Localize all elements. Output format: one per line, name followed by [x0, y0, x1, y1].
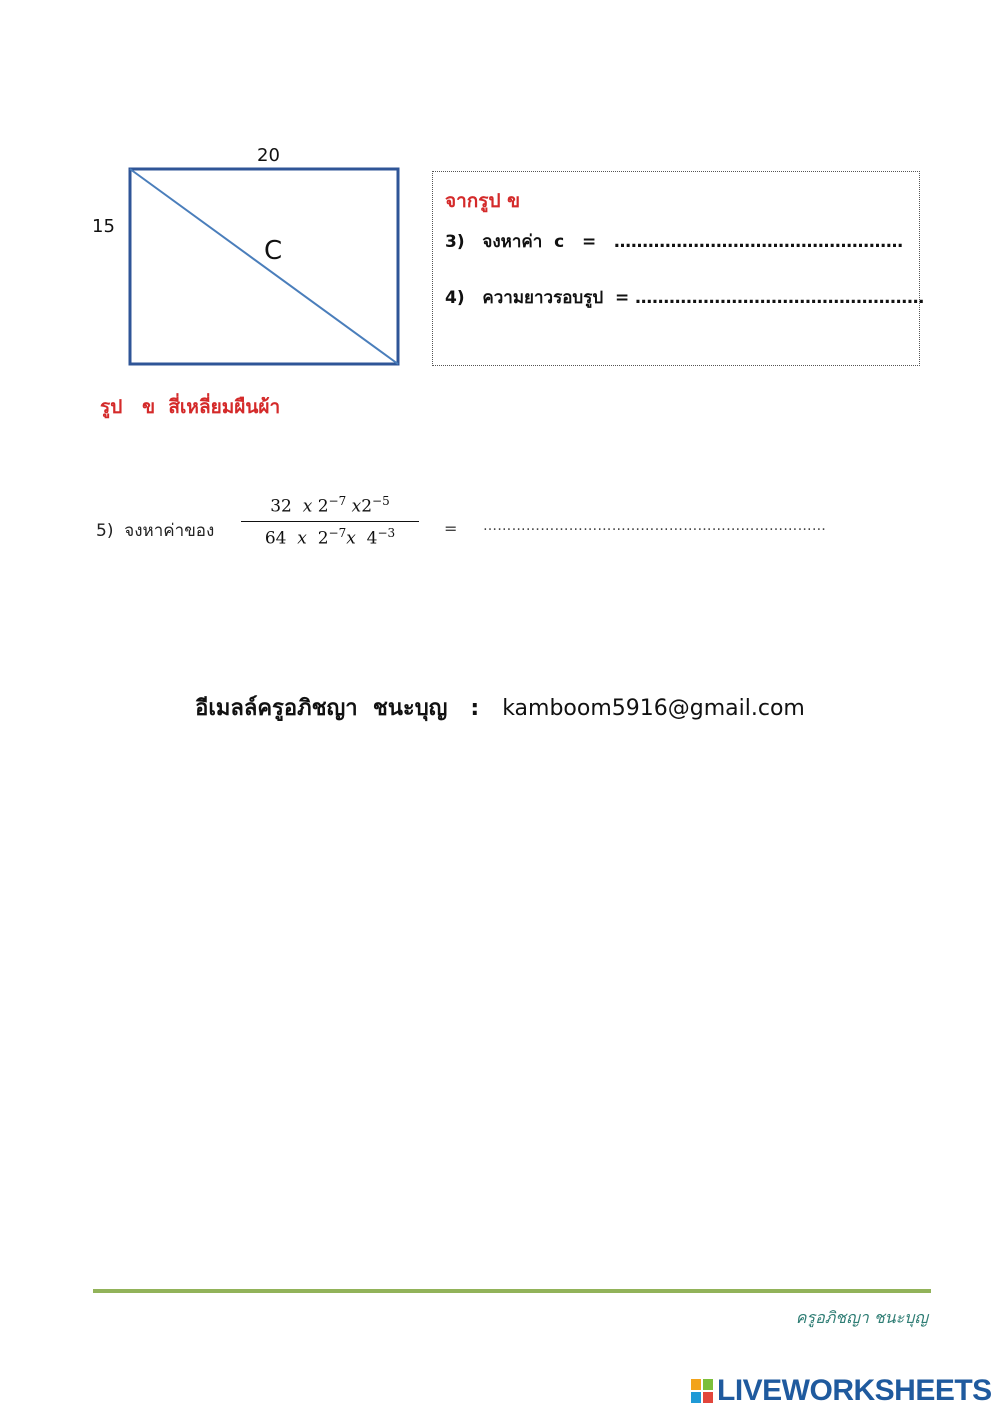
- diagonal-line: [130, 169, 398, 364]
- diagonal-label: C: [264, 236, 283, 266]
- question-box-title: จากรูป ข: [445, 190, 521, 212]
- fraction-expression: [241, 494, 419, 549]
- footer-rule: [93, 1289, 931, 1293]
- liveworksheets-logo-icon: [690, 1378, 714, 1404]
- fraction-numerator: 32 x $2^{-7}$ $x2^{-5}$: [270, 494, 390, 517]
- question-4: 4) ความยาวรอบรูป = ……………………………………………: [445, 288, 925, 308]
- question-5-label: 5) จงหาค่าของ: [96, 521, 215, 541]
- question-3: 3) จงหาค่า c = ……………………………………………: [445, 232, 903, 252]
- footer-author: ครูอภิชญา ชนะบุญ: [795, 1308, 928, 1327]
- brand-text: LIVEWORKSHEETS: [717, 1374, 992, 1407]
- answer-blank[interactable]: ………………………………………………………………: [483, 518, 827, 534]
- left-side-label: 15: [92, 216, 115, 237]
- fraction-denominator: 64 x $2^{-7}x$ $4^{-3}$: [264, 526, 396, 549]
- liveworksheets-brand: [690, 1374, 992, 1408]
- email-line: [0, 690, 1000, 725]
- equals-sign: =: [444, 519, 458, 538]
- email-label: อีเมลล์ครูอภิชญา ชนะบุญ :: [195, 696, 503, 721]
- top-side-label: 20: [257, 145, 280, 166]
- figure-caption: รูป ข สี่เหลี่ยมผืนผ้า: [100, 396, 281, 418]
- email-address: kamboom5916@gmail.com: [502, 696, 805, 721]
